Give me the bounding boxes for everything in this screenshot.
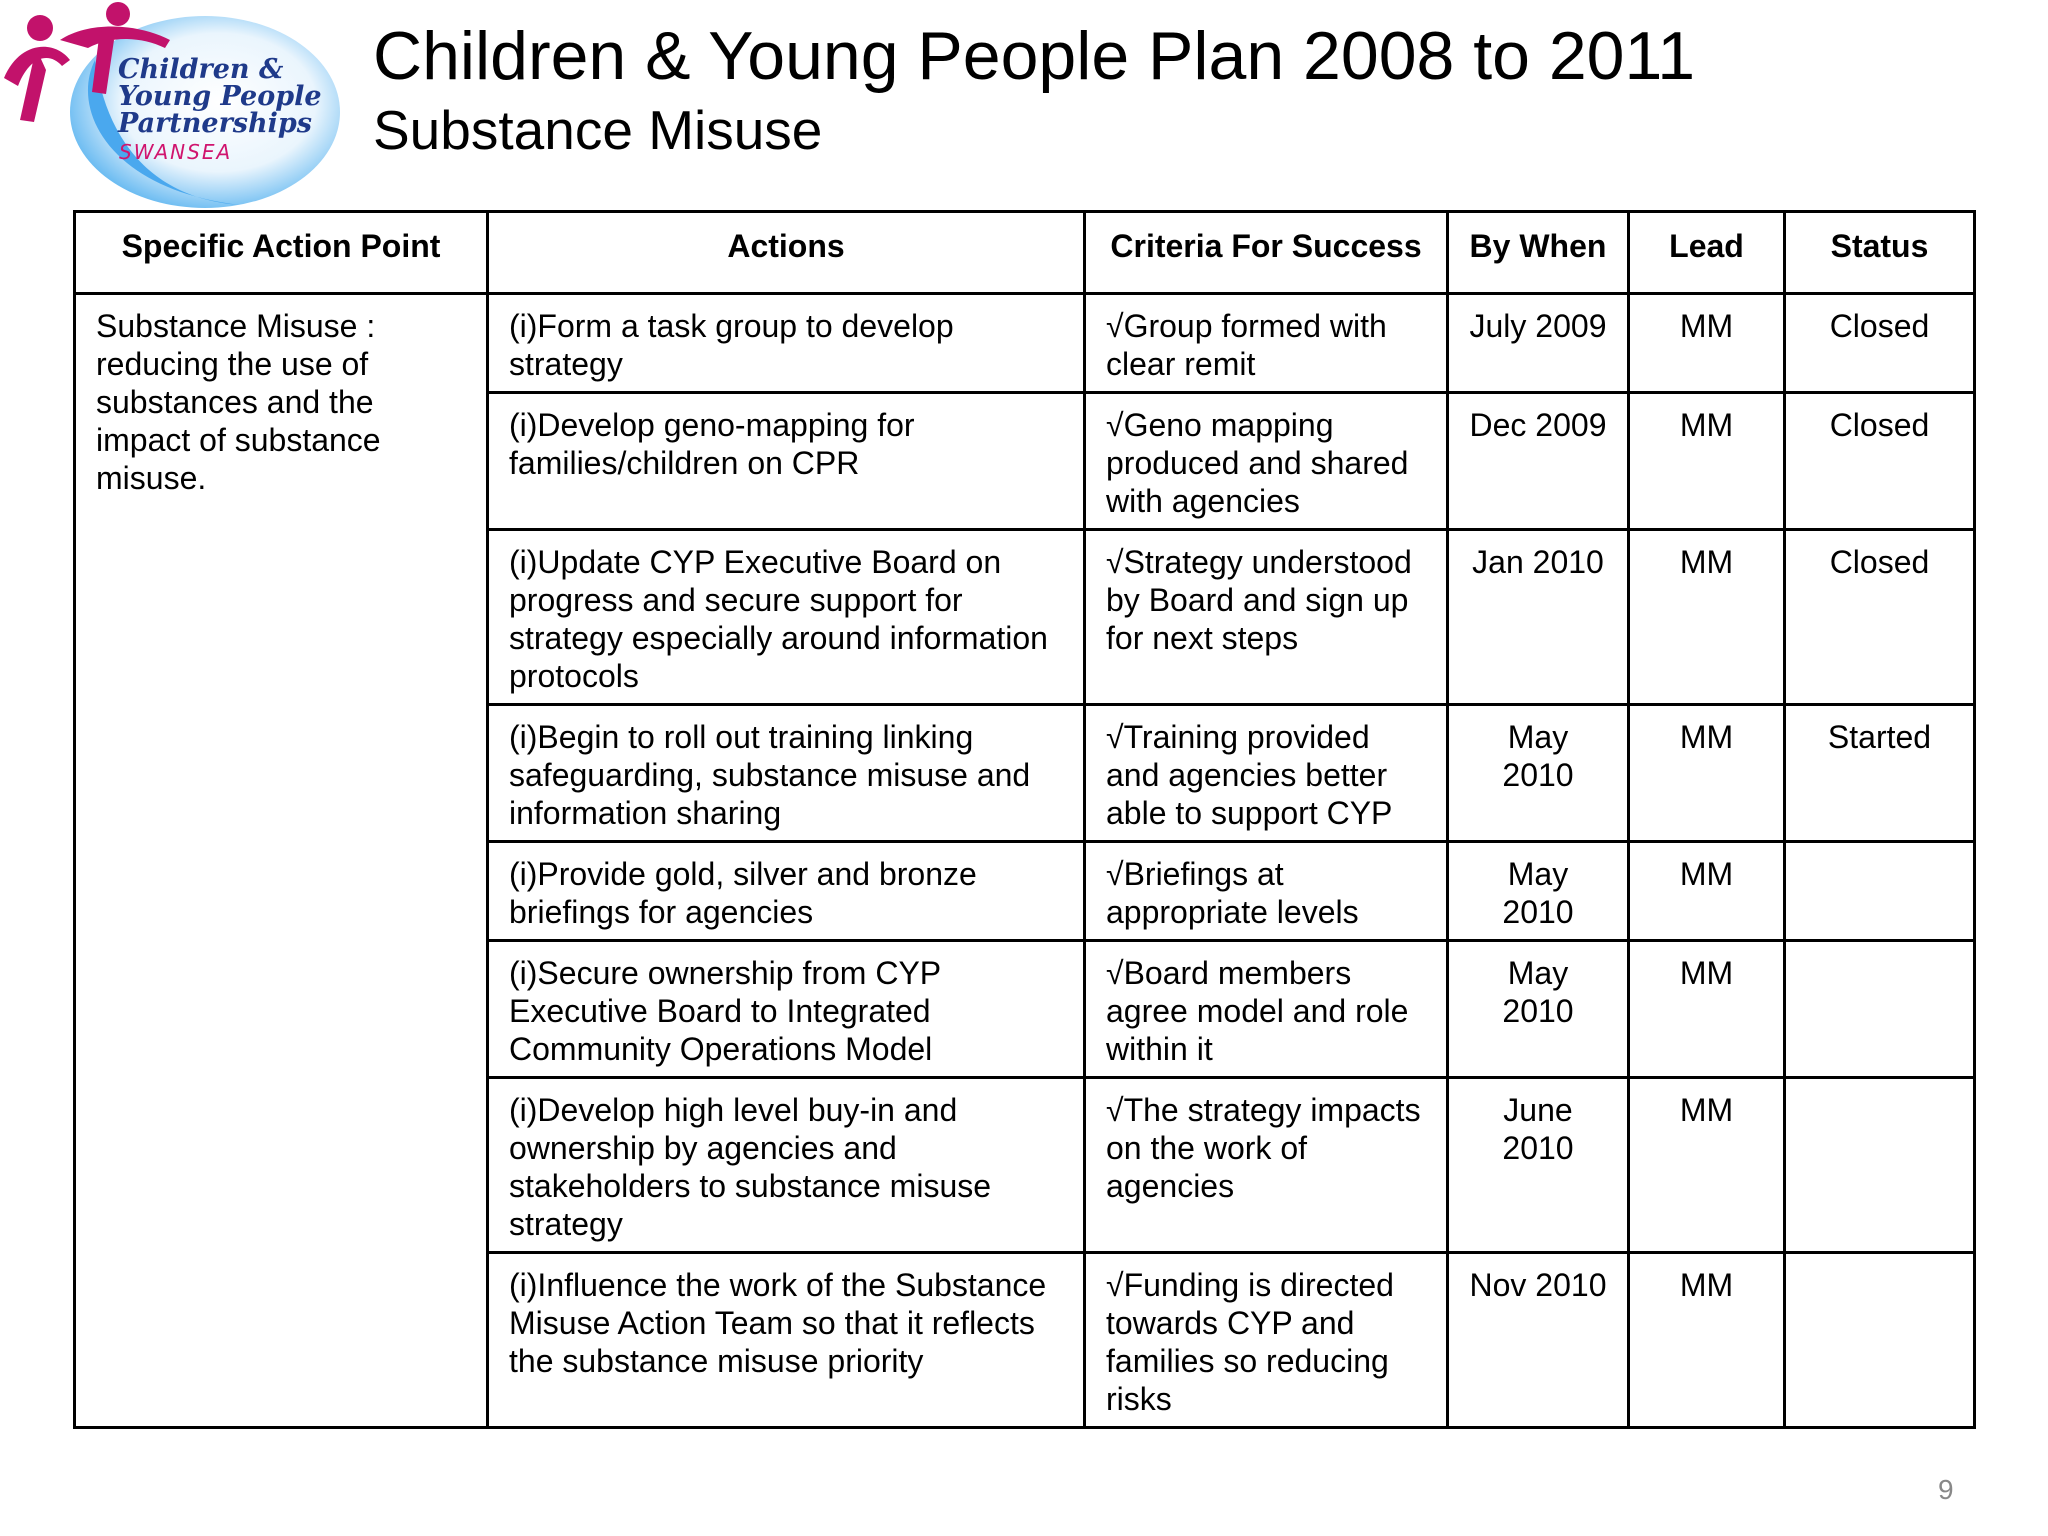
table-row bbox=[75, 294, 1975, 393]
page-title: Children & Young People Plan 2008 to 2011 bbox=[373, 18, 1696, 94]
by-when-cell: Nov 2010 bbox=[1448, 1253, 1629, 1428]
lead-cell: MM bbox=[1629, 530, 1785, 705]
action-cell: (i)Secure ownership from CYP Executive Board to Integrated Community Operations Model bbox=[488, 941, 1085, 1078]
specific-action-point-cell: Substance Misuse : reducing the use of substances and the impact of substance misuse. bbox=[75, 294, 488, 1428]
by-when-cell: Jan 2010 bbox=[1448, 530, 1629, 705]
by-when-cell: June 2010 bbox=[1448, 1078, 1629, 1253]
column-header: By When bbox=[1448, 212, 1629, 294]
status-cell: Closed bbox=[1785, 393, 1975, 530]
cyp-partnerships-logo bbox=[0, 0, 345, 212]
action-cell: (i)Provide gold, silver and bronze briefings for agencies bbox=[488, 842, 1085, 941]
action-plan-table bbox=[73, 210, 1976, 1429]
by-when-cell: May 2010 bbox=[1448, 941, 1629, 1078]
by-when-cell: July 2009 bbox=[1448, 294, 1629, 393]
criteria-cell: √Geno mapping produced and shared with agencies bbox=[1085, 393, 1448, 530]
lead-cell: MM bbox=[1629, 842, 1785, 941]
logo-line-2: Young People bbox=[118, 81, 322, 112]
lead-cell: MM bbox=[1629, 1078, 1785, 1253]
action-cell: (i)Develop high level buy-in and ownership by agencies and stakeholders to substance misuse strategy bbox=[488, 1078, 1085, 1253]
column-header: Lead bbox=[1629, 212, 1785, 294]
criteria-cell: √Board members agree model and role within it bbox=[1085, 941, 1448, 1078]
column-header: Criteria For Success bbox=[1085, 212, 1448, 294]
lead-cell: MM bbox=[1629, 941, 1785, 1078]
column-header: Status bbox=[1785, 212, 1975, 294]
status-cell: Started bbox=[1785, 705, 1975, 842]
action-cell: (i)Develop geno-mapping for families/children on CPR bbox=[488, 393, 1085, 530]
status-cell: Closed bbox=[1785, 294, 1975, 393]
status-cell bbox=[1785, 842, 1975, 941]
logo-line-4: SWANSEA bbox=[119, 140, 233, 164]
logo-wordmark bbox=[118, 56, 322, 166]
criteria-cell: √Briefings at appropriate levels bbox=[1085, 842, 1448, 941]
criteria-cell: √Group formed with clear remit bbox=[1085, 294, 1448, 393]
criteria-cell: √Strategy understood by Board and sign up for next steps bbox=[1085, 530, 1448, 705]
by-when-cell: Dec 2009 bbox=[1448, 393, 1629, 530]
by-when-cell: May 2010 bbox=[1448, 842, 1629, 941]
column-header: Specific Action Point bbox=[75, 212, 488, 294]
action-cell: (i)Begin to roll out training linking safeguarding, substance misuse and information sharing bbox=[488, 705, 1085, 842]
lead-cell: MM bbox=[1629, 294, 1785, 393]
lead-cell: MM bbox=[1629, 393, 1785, 530]
criteria-cell: √Funding is directed towards CYP and families so reducing risks bbox=[1085, 1253, 1448, 1428]
by-when-cell: May 2010 bbox=[1448, 705, 1629, 842]
lead-cell: MM bbox=[1629, 705, 1785, 842]
criteria-cell: √The strategy impacts on the work of agencies bbox=[1085, 1078, 1448, 1253]
action-cell: (i)Influence the work of the Substance Misuse Action Team so that it reflects the substance misuse priority bbox=[488, 1253, 1085, 1428]
logo-line-3: Partnerships bbox=[118, 108, 312, 139]
status-cell bbox=[1785, 1078, 1975, 1253]
lead-cell: MM bbox=[1629, 1253, 1785, 1428]
criteria-cell: √Training provided and agencies better able to support CYP bbox=[1085, 705, 1448, 842]
status-cell bbox=[1785, 941, 1975, 1078]
action-cell: (i)Form a task group to develop strategy bbox=[488, 294, 1085, 393]
page-number: 9 bbox=[1938, 1474, 1954, 1505]
status-cell: Closed bbox=[1785, 530, 1975, 705]
page-subtitle: Substance Misuse bbox=[373, 99, 823, 161]
status-cell bbox=[1785, 1253, 1975, 1428]
action-cell: (i)Update CYP Executive Board on progress and secure support for strategy especially around information protocols bbox=[488, 530, 1085, 705]
logo-line-1: Children & bbox=[118, 54, 284, 85]
table-header-row bbox=[75, 212, 1975, 294]
column-header: Actions bbox=[488, 212, 1085, 294]
